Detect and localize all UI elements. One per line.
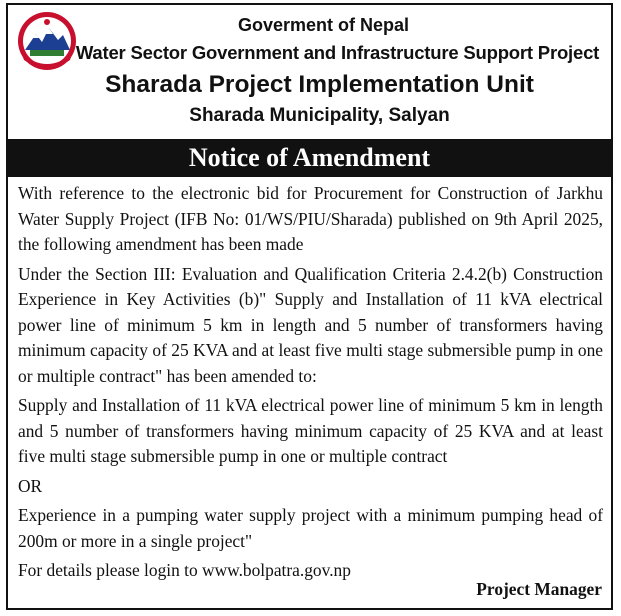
municipality-title: Sharada Municipality, Salyan xyxy=(189,105,450,126)
paragraph-alternative: Experience in a pumping water supply project with a minimum pumping head of 200m or more in a single project" xyxy=(18,505,603,551)
paragraph-or: OR xyxy=(18,475,43,496)
notice-frame xyxy=(6,3,613,610)
project-title: Water Sector Government and Infrastructure Support Project xyxy=(75,42,600,63)
paragraph-details-link: For details please login to www.bolpatra.gov.np xyxy=(18,560,351,580)
notice-title-banner: Notice of Amendment xyxy=(8,139,611,177)
paragraph-reference: With reference to the electronic bid for Procurement for Construction of Jarkhu Water Supply Project (IFB No: 01/WS/PIU/Sharada) published on 9th April 2025, the following amendment has been made xyxy=(18,183,603,254)
government-title: Goverment of Nepal xyxy=(237,15,410,35)
notice-body xyxy=(18,181,603,588)
unit-title: Sharada Project Implementation Unit xyxy=(105,71,534,98)
paragraph-original-criteria: Under the Section III: Evaluation and Qualification Criteria 2.4.2(b) Construction Experience in Key Activities (b)" Supply and Installation of 11 kVA electrical power line of minimum 5 km in length and 5 number of transformers having minimum capacity of 25 KVA and at least five multi stage submersible pump in one or multiple contract" has been amended to: xyxy=(18,263,603,386)
signature-project-manager: Project Manager xyxy=(476,579,602,599)
paragraph-amended-criteria: Supply and Installation of 11 kVA electrical power line of minimum 5 km in length and 5 number of transformers having minimum capacity of 25 KVA and at least five multi stage submersible pump in one or multiple contract xyxy=(18,395,603,466)
